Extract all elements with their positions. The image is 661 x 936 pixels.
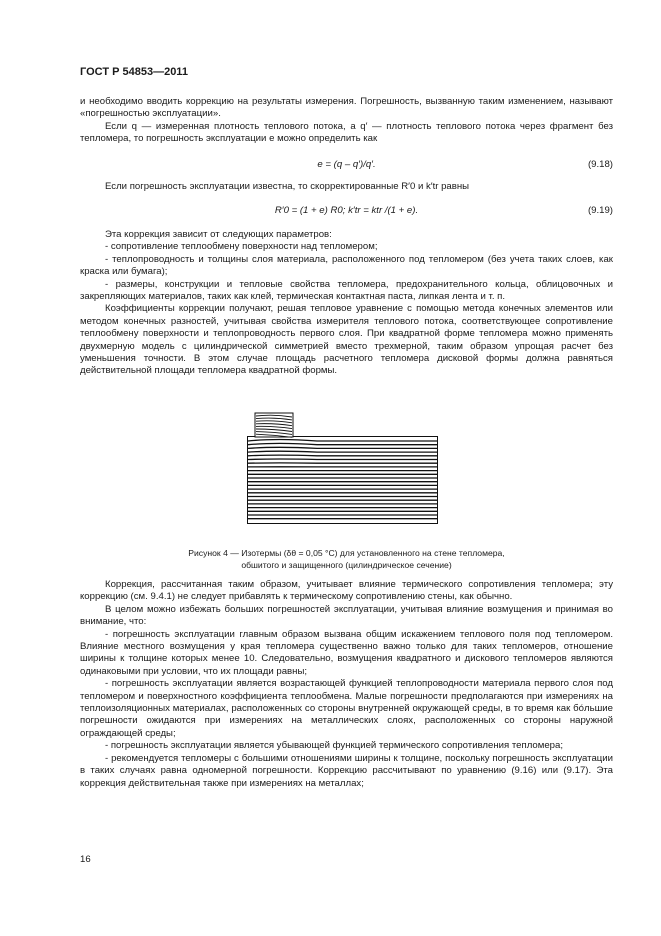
isotherm-line bbox=[248, 451, 437, 452]
equation-9-18 bbox=[80, 159, 613, 172]
document-id: ГОСТ Р 54853—2011 bbox=[80, 66, 188, 78]
text-section-2 bbox=[80, 181, 613, 193]
figure-caption bbox=[80, 548, 613, 571]
equation-formula: R′0 = (1 + e) R0; k′tr = ktr /(1 + e). bbox=[274, 205, 419, 216]
isotherm-line bbox=[248, 447, 437, 448]
paragraph: Коррекция, рассчитанная таким образом, учитывает влияние термического сопротивления тепломера; эту коррекцию (см. 9.4.1) не следует прибавлять к термическому сопротивлению стены, как обычно. bbox=[80, 579, 613, 603]
paragraph: В целом можно избежать больших погрешностей эксплуатации, учитывая влияние возмущения и принимая во внимание, что: bbox=[80, 603, 613, 628]
caption-line: Рисунок 4 — Изотермы (δθ = 0,05 °С) для установленного на стене тепломера, bbox=[188, 548, 505, 558]
list-item: - погрешность эксплуатации является возрастающей функцией теплопроводности материала первого слоя под тепломером и поверхностного коэффициента теплообмена. Малые погрешности предполагаются при измерениях на теплоизоляционных материалах, расположенных со стороны внутренней окружающей среды, в то время как бóльшие погрешности ожидаются при измерениях на металлических слоях, расположенных со стороны наружной ограждающей среды; bbox=[80, 678, 613, 739]
figure-frame bbox=[248, 437, 438, 524]
list-item: - сопротивление теплообмену поверхности над тепломером; bbox=[105, 241, 378, 253]
text-section-1 bbox=[80, 96, 613, 146]
list-item: - погрешность эксплуатации главным образом вызвана общим искажением теплового поля под тепломером. Влияние местного возмущения у края тепломера существенно важно только для таких тепломеров, отношение ширины к толщине которых менее 10. Следовательно, возмущения квадратного и дискового тепломеров являются одинаковыми при условии, что их площади равны; bbox=[80, 628, 613, 677]
isotherm-line bbox=[248, 440, 437, 442]
isotherm-line bbox=[248, 455, 437, 456]
list-item: - рекомендуется тепломеры с большими отношениями ширины к толщине, поскольку погрешность эксплуатации в таких случаях равна одномерной погрешности. Коррекцию рассчитывают по уравнению (9.16) или (9.17). Эта коррекция действительная также при измерениях на металлах; bbox=[80, 752, 613, 789]
isotherm-line bbox=[248, 459, 437, 460]
paragraph: Если q — измеренная плотность теплового потока, а q′ — плотность теплового потока через фрагмент без тепломера, то погрешность эксплуатации e можно определить как bbox=[80, 120, 613, 145]
paragraph: Коэффициенты коррекции получают, решая тепловое уравнение с помощью метода конечных элементов или методом конечных разностей, учитывая свойства измерителя теплового потока, соответствующее сопротивление теплообмену поверхности и теплопроводность первого слоя. При квадратной форме тепломера можно применять двухмерную модель с цилиндрической симметрией вместо трехмерной, таким образом упрощая расчет без уменьшения точности. В этом случае площадь расчетного тепломера дисковой формы должна равняться действительной площади тепломера квадратной формы. bbox=[80, 303, 613, 377]
paragraph: Если погрешность эксплуатации известна, то скорректированные R′0 и k′tr равны bbox=[105, 181, 470, 192]
equation-9-19 bbox=[80, 205, 613, 218]
isotherm-line bbox=[248, 443, 437, 444]
equation-number: (9.18) bbox=[587, 159, 613, 170]
paragraph: и необходимо вводить коррекцию на результаты измерения. Погрешность, вызванную таким изменением, называют «погрешностью эксплуатации». bbox=[80, 96, 613, 120]
list-item: - размеры, конструкции и тепловые свойства тепломера, предохранительного кольца, облицовочных и закрепляющих материалов, таких как клей, термическая контактная паста, липкая лента и т. п. bbox=[80, 278, 613, 303]
wall-isotherms bbox=[248, 440, 437, 519]
list-item: - теплопроводность и толщины слоя материала, расположенного под тепломером (без учета таких слоев, как краска или бумага); bbox=[80, 253, 613, 278]
list-item: - погрешность эксплуатации является убывающей функцией термического сопротивления тепломера; bbox=[105, 740, 564, 752]
caption-line: обшитого и защищенного (цилиндрическое сечение) bbox=[241, 559, 452, 570]
isotherm-figure bbox=[247, 381, 438, 524]
equation-number: (9.19) bbox=[587, 205, 613, 216]
equation-formula: e = (q – q′)/q′. bbox=[317, 159, 376, 170]
text-section-3 bbox=[80, 229, 613, 378]
paragraph: Эта коррекция зависит от следующих параметров: bbox=[105, 229, 332, 240]
text-section-4 bbox=[80, 579, 613, 790]
page-number: 16 bbox=[80, 854, 91, 865]
